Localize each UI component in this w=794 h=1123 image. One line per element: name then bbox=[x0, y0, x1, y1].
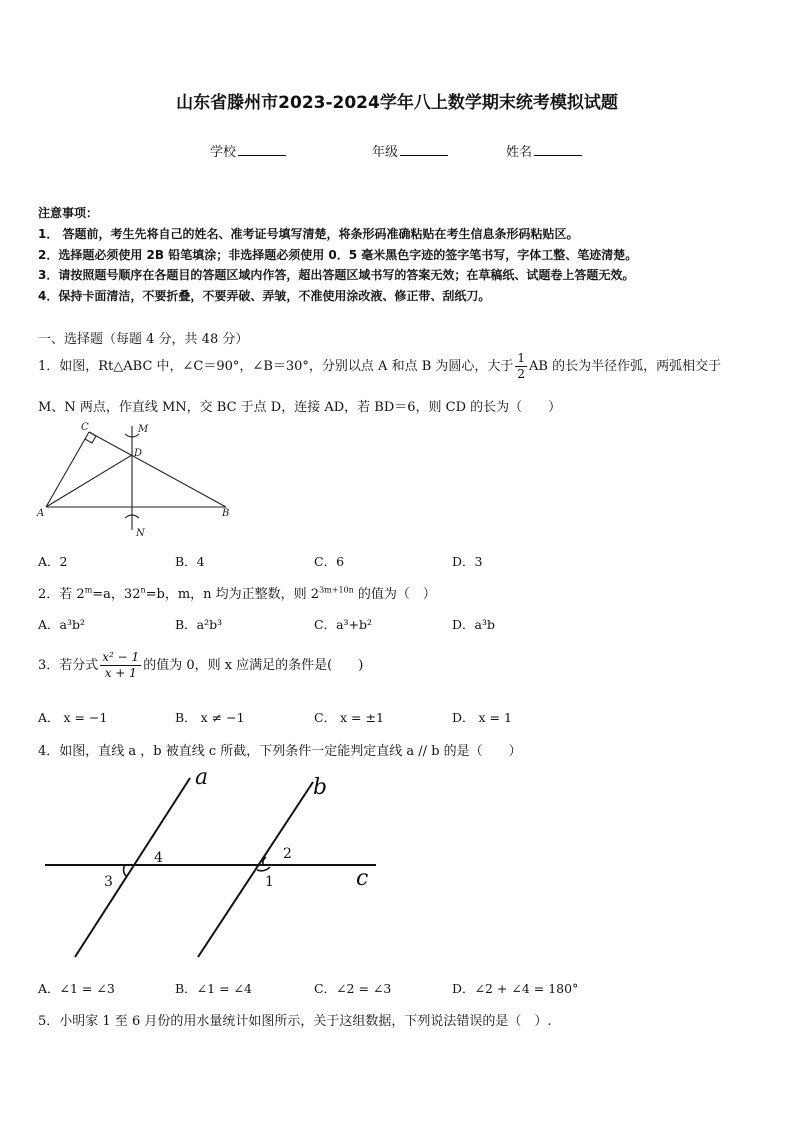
q1-text-b: AB 的长为半径作弧，两弧相交于 bbox=[529, 359, 722, 374]
label-angle-3: 3 bbox=[104, 874, 113, 890]
q5-text: 5．小明家 1 至 6 月份的用水量统计如图所示，关于这组数据，下列说法错误的是（ ）. bbox=[38, 1014, 552, 1029]
segment-ac bbox=[46, 432, 89, 507]
q3-option-a: A． x = −1 bbox=[38, 710, 108, 725]
right-angle-mark bbox=[85, 432, 96, 443]
line-b bbox=[198, 782, 313, 957]
label-angle-2: 2 bbox=[283, 846, 292, 862]
q1-fraction bbox=[515, 351, 527, 382]
q3-text-a: 3．若分式 bbox=[38, 658, 99, 673]
q4-option-a: A．∠1 = ∠3 bbox=[38, 981, 115, 996]
label-angle-1: 1 bbox=[265, 874, 274, 890]
line-a bbox=[75, 778, 190, 957]
label-b: B bbox=[222, 508, 230, 519]
section-heading: 一、选择题（每题 4 分，共 48 分） bbox=[38, 332, 249, 347]
name-blank bbox=[534, 143, 582, 156]
name-label: 姓名 bbox=[506, 145, 533, 160]
label-line-b: b bbox=[313, 775, 328, 800]
q2-text bbox=[38, 583, 436, 602]
q4-option-d: D．∠2 + ∠4 = 180° bbox=[452, 981, 579, 996]
q2-option-c: C．a³+b² bbox=[314, 617, 373, 632]
school-field bbox=[210, 141, 286, 160]
label-angle-4: 4 bbox=[154, 850, 163, 866]
q2-text-c: =b，m，n 均为正整数，则 2 bbox=[145, 587, 320, 602]
q4-option-b: B．∠1 = ∠4 bbox=[175, 981, 252, 996]
notice-item-1: 1． 答题前，考生先将自己的姓名、准考证号填写清楚，将条形码准确粘贴在考生信息条形码粘贴区。 bbox=[38, 227, 579, 241]
q3-option-b: B． x ≠ −1 bbox=[175, 710, 245, 725]
page-title: 山东省滕州市2023-2024学年八上数学期末统考模拟试题 bbox=[176, 93, 618, 113]
q2-text-b: =a，32 bbox=[92, 587, 141, 602]
notice-item-4: 4．保持卡面清洁，不要折叠，不要弄破、弄皱，不准使用涂改液、修正带、刮纸刀。 bbox=[38, 289, 491, 303]
segment-cb bbox=[89, 432, 226, 507]
name-field bbox=[506, 141, 582, 160]
q1-line1 bbox=[38, 351, 721, 382]
q1-line2: M、N 两点，作直线 MN，交 BC 于点 D，连接 AD，若 BD＝6，则 CD 的长为（ ） bbox=[38, 400, 562, 415]
q2-option-a: A．a³b² bbox=[38, 617, 86, 632]
school-blank bbox=[238, 143, 286, 156]
q3-frac-num: x² − 1 bbox=[102, 650, 140, 664]
segment-ad bbox=[46, 455, 132, 507]
q1-figure bbox=[34, 418, 240, 544]
label-c: C bbox=[81, 422, 89, 433]
q2-option-d: D．a³b bbox=[452, 617, 495, 632]
school-label: 学校 bbox=[210, 145, 237, 160]
q4-text: 4．如图，直线 a ，b 被直线 c 所截，下列条件一定能判定直线 a // b 的是（ ） bbox=[38, 744, 522, 759]
grade-label: 年级 bbox=[372, 145, 399, 160]
q2-text-a: 2．若 2 bbox=[38, 587, 85, 602]
label-d: D bbox=[134, 448, 143, 459]
grade-blank bbox=[400, 143, 448, 156]
notice-heading: 注意事项： bbox=[38, 206, 99, 220]
q1-option-b: B．4 bbox=[175, 554, 205, 569]
label-m: M bbox=[138, 424, 149, 435]
label-line-a: a bbox=[195, 765, 209, 790]
label-line-c: c bbox=[356, 866, 369, 891]
q2-sup-3: 3m+10n bbox=[319, 585, 354, 595]
q4-option-c: C．∠2 = ∠3 bbox=[314, 981, 392, 996]
q2-sup-2: n bbox=[140, 585, 146, 595]
q1-option-d: D．3 bbox=[452, 554, 483, 569]
q4-figure bbox=[40, 764, 380, 964]
q3-option-d: D． x = 1 bbox=[452, 710, 512, 725]
q3-text bbox=[38, 650, 363, 681]
angle-3-arc bbox=[124, 865, 126, 876]
label-n: N bbox=[136, 528, 145, 539]
q3-frac-den: x + 1 bbox=[104, 666, 137, 680]
q1-option-c: C．6 bbox=[314, 554, 345, 569]
notice-item-2: 2．选择题必须使用 2B 铅笔填涂；非选择题必须使用 0．5 毫米黑色字迹的签字笔书写，字体工整、笔迹清楚。 bbox=[38, 248, 638, 262]
q3-option-c: C． x = ±1 bbox=[314, 710, 384, 725]
q3-fraction bbox=[100, 650, 141, 681]
q1-text-a: 1．如图，Rt△ABC 中，∠C＝90°，∠B＝30°，分别以点 A 和点 B 为圆心，大于 bbox=[38, 359, 514, 374]
q2-text-d: 的值为（ ） bbox=[353, 587, 436, 602]
label-a: A bbox=[37, 508, 45, 519]
q3-text-b: 的值为 0，则 x 应满足的条件是( ) bbox=[143, 658, 364, 673]
q1-option-a: A．2 bbox=[38, 554, 68, 569]
q1-frac-num: 1 bbox=[517, 351, 526, 365]
q2-sup-1: m bbox=[84, 585, 93, 595]
q2-option-b: B．a²b³ bbox=[175, 617, 223, 632]
notice-item-3: 3．请按照题号顺序在各题目的答题区域内作答，超出答题区域书写的答案无效；在草稿纸、试题卷上答题无效。 bbox=[38, 268, 635, 282]
q1-frac-den: 2 bbox=[517, 367, 526, 381]
grade-field bbox=[372, 141, 448, 160]
